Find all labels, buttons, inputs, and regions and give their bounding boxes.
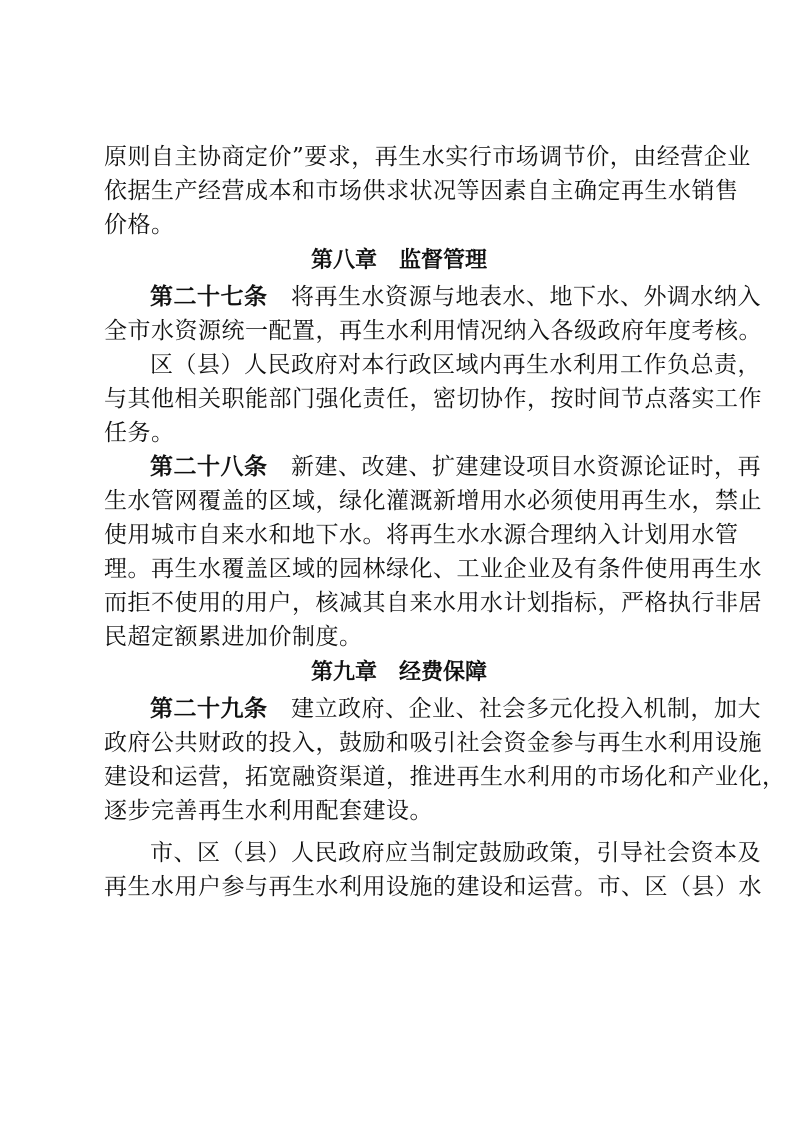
chapter-heading: 第八章 监督管理 (310, 248, 487, 273)
text-line: 政府公共财政的投入，鼓励和吸引社会资金参与再生水利用设施 (104, 730, 762, 756)
article-title: 第二十七条 (150, 284, 268, 310)
text-line: 逐步完善再生水利用配套建设。 (104, 798, 433, 824)
article-line (104, 280, 761, 314)
document-body (104, 140, 786, 904)
text-line: 再生水用户参与再生水利用设施的建设和运营。市、区（县）水 (104, 874, 762, 900)
article-text: 将再生水资源与地表水、地下水、外调水纳入 (267, 284, 761, 310)
text-line: 与其他相关职能部门强化责任，密切协作，按时间节点落实工作 (104, 386, 762, 412)
text-line: 原则自主协商定价”要求，再生水实行市场调节价，由经营企业 (104, 144, 751, 170)
article-text: 新建、改建、扩建建设项目水资源论证时，再 (267, 454, 761, 480)
text-line: 民超定额累进加价制度。 (104, 624, 363, 650)
text-line: 依据生产经营成本和市场供求状况等因素自主确定再生水销售 (104, 178, 739, 204)
article-text: 建立政府、企业、社会多元化投入机制，加大 (267, 696, 761, 722)
text-line: 区（县）人民政府对本行政区域内再生水利用工作负总责， (150, 352, 761, 378)
text-line: 市、区（县）人民政府应当制定鼓励政策，引导社会资本及 (150, 840, 761, 866)
text-line: 使用城市自来水和地下水。将再生水水源合理纳入计划用水管 (104, 522, 739, 548)
article-line (104, 692, 761, 726)
text-line: 任务。 (104, 420, 175, 446)
text-line: 理。再生水覆盖区域的园林绿化、工业企业及有条件使用再生水 (104, 556, 762, 582)
text-line: 建设和运营，拓宽融资渠道，推进再生水利用的市场化和产业化， (104, 764, 786, 790)
text-line: 而拒不使用的用户，核减其自来水用水计划指标，严格执行非居 (104, 590, 762, 616)
article-title: 第二十八条 (150, 454, 268, 480)
text-line: 生水管网覆盖的区域，绿化灌溉新增用水必须使用再生水，禁止 (104, 488, 762, 514)
chapter-heading: 第九章 经费保障 (310, 660, 487, 685)
article-line (104, 450, 761, 484)
article-title: 第二十九条 (150, 696, 268, 722)
text-line: 全市水资源统一配置，再生水利用情况纳入各级政府年度考核。 (104, 318, 762, 344)
text-line: 价格。 (104, 212, 175, 238)
